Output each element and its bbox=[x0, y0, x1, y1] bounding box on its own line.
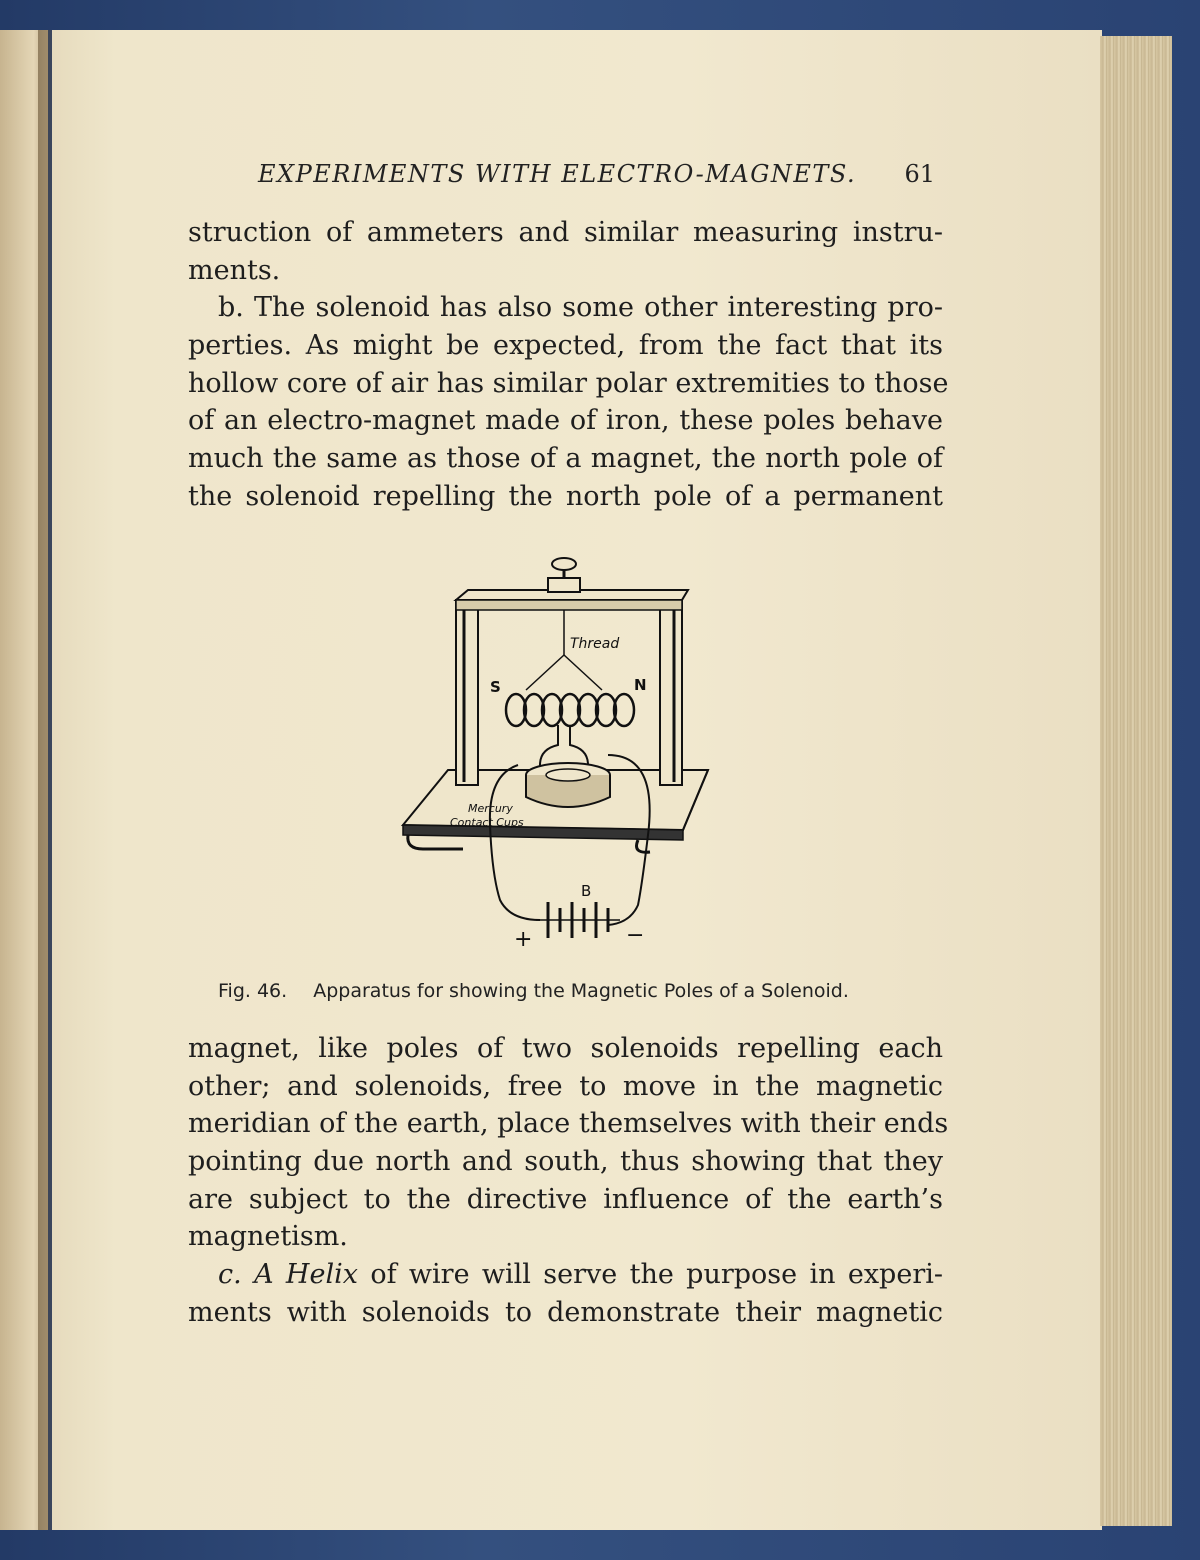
body-text-top bbox=[188, 214, 949, 516]
body-text-bottom bbox=[188, 1030, 949, 1332]
page-header bbox=[188, 160, 943, 192]
figure-number: Fig. 46. bbox=[218, 980, 288, 1002]
figure-caption bbox=[218, 980, 849, 1002]
figure-caption-text: Apparatus for showing the Magnetic Poles of a Solenoid. bbox=[313, 980, 849, 1002]
mercury-label: Mercury bbox=[468, 802, 513, 815]
text-line: are subject to the directive influence of the earth’s bbox=[188, 1183, 943, 1215]
battery-plus-label: + bbox=[514, 927, 533, 952]
solenoid-apparatus-illustration bbox=[398, 550, 728, 955]
thread-label: Thread bbox=[570, 636, 620, 652]
text-fragment: of wire will serve the purpose in experi- bbox=[370, 1259, 943, 1291]
section-letter: c. bbox=[218, 1259, 242, 1291]
north-pole-label: N bbox=[634, 676, 647, 694]
page-number: 61 bbox=[904, 160, 935, 188]
text-line: magnetism. bbox=[188, 1221, 348, 1253]
text-line: ments with solenoids to demonstrate their magnetic bbox=[188, 1296, 943, 1328]
battery-minus-label: − bbox=[626, 923, 645, 948]
contact-cups-label: Contact Cups bbox=[450, 816, 524, 829]
running-head: EXPERIMENTS WITH ELECTRO-MAGNETS. bbox=[258, 160, 857, 188]
text-line: perties. As might be expected, from the fact that its bbox=[188, 330, 943, 362]
text-line: b. The solenoid has also some other interesting pro- bbox=[218, 292, 943, 324]
text-line: of an electro-magnet made of iron, these poles behave bbox=[188, 405, 943, 437]
text-line: struction of ammeters and similar measuring instru- bbox=[188, 217, 943, 248]
battery-label: B bbox=[581, 882, 592, 900]
text-line bbox=[188, 1256, 943, 1294]
helix-term: A Helix bbox=[254, 1259, 358, 1291]
text-line: the solenoid repelling the north pole of a permanent bbox=[188, 480, 943, 512]
page-edges bbox=[1100, 36, 1172, 1526]
text-line: pointing due north and south, thus showing that they bbox=[188, 1146, 943, 1178]
south-pole-label: S bbox=[490, 678, 501, 696]
text-line: other; and solenoids, free to move in the magnetic bbox=[188, 1070, 943, 1102]
text-line: much the same as those of a magnet, the north pole of bbox=[188, 443, 943, 475]
text-line: magnet, like poles of two solenoids repelling each bbox=[188, 1033, 943, 1064]
text-line: ments. bbox=[188, 254, 281, 286]
text-line: meridian of the earth, place themselves with their ends bbox=[188, 1108, 949, 1140]
text-line: hollow core of air has similar polar extremities to those bbox=[188, 367, 949, 399]
